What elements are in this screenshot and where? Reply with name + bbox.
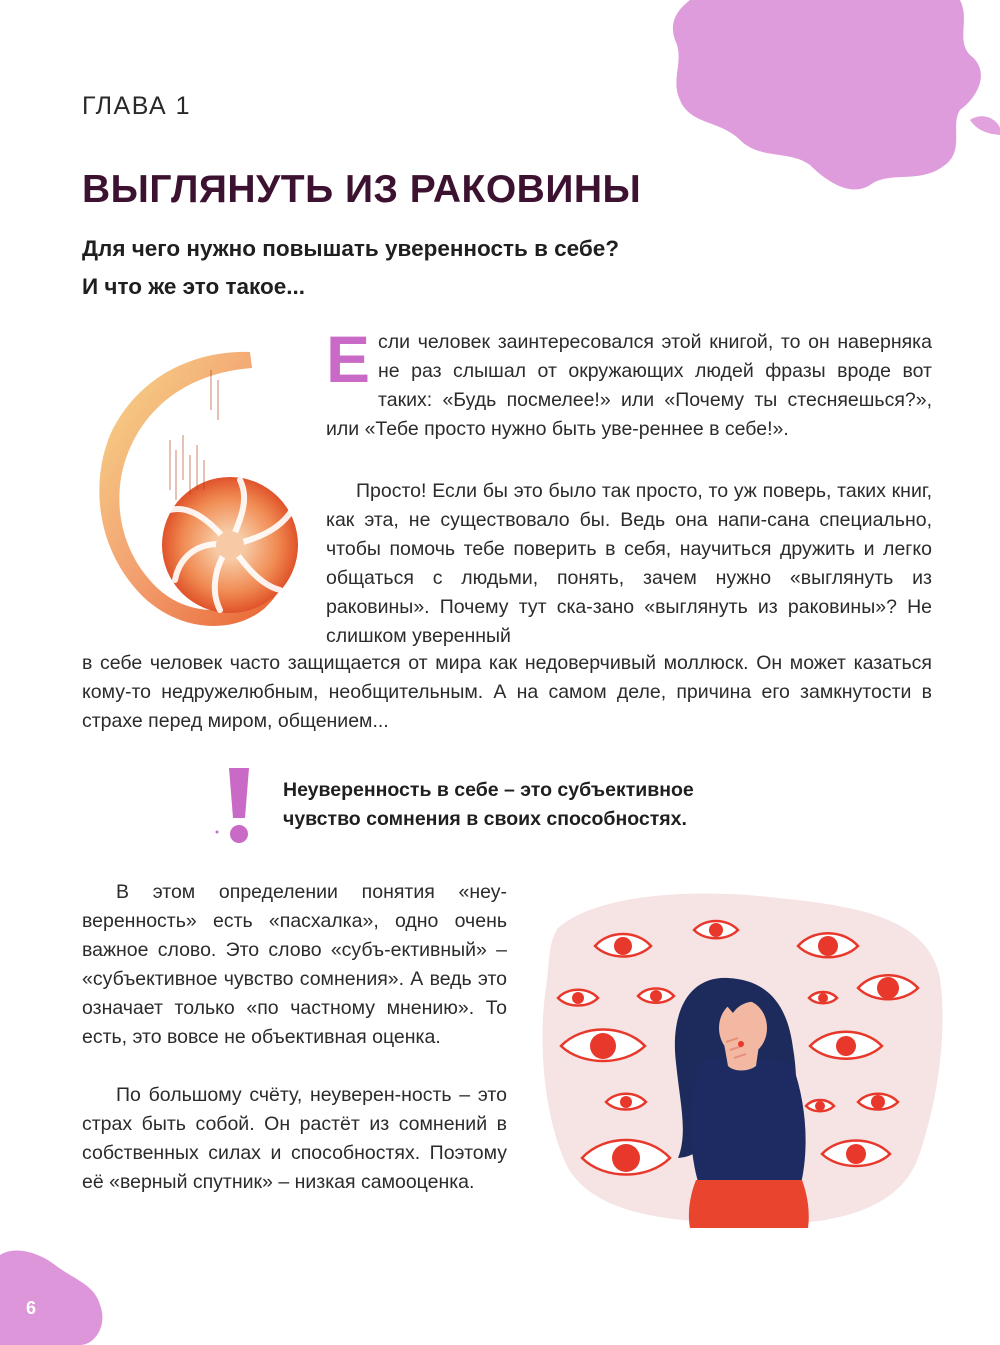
chapter-label: ГЛАВА 1: [82, 92, 192, 120]
drop-cap: Е: [326, 322, 371, 396]
eye-icon: [606, 1094, 646, 1110]
eye-icon: [809, 992, 837, 1003]
subtitle-line-2: И что же это такое...: [82, 274, 305, 299]
eye-icon: [858, 1094, 898, 1110]
paragraph-5: По большому счёту, неуверен-ность – это страх быть собой. Он растёт из сомнений в собственных силах и способностях. Поэтому её «верный спутник» – низкая самооценка.: [82, 1084, 507, 1193]
page-title: ВЫГЛЯНУТЬ ИЗ РАКОВИНЫ: [82, 168, 642, 211]
paragraph-2: Просто! Если бы это было так просто, то уж поверь, таких книг, как эта, не существовало бы. Ведь она напи-сана специально, чтобы помочь тебе поверить в себя, научиться дружить и легко общаться с людьми, понять, зачем нужно «выглянуть из раковины». Почему тут ска-зано «выглянуть из раковины»? Не слишком уверенный: [326, 480, 932, 647]
paragraph-4: В этом определении понятия «неу-веренность» есть «пасхалка», одно очень важное слово. Это слово «субъ-ективный» – «субъективное чувство сомнения». А ведь это означает только «по частному мнению». То есть, это вовсе не объективная оценка.: [82, 881, 507, 1048]
eye-icon: [638, 989, 674, 1003]
anxious-girl-eyes-illustration: [538, 888, 948, 1228]
eye-icon: [558, 990, 598, 1006]
paragraph-3: в себе человек часто защищается от мира как недоверчивый моллюск. Он может казаться кому-то недружелюбным, необщительным. А на самом деле, причина его замкнутости в страхе перед миром, общением...: [82, 652, 932, 732]
subtitle: [82, 230, 782, 306]
eye-icon: [806, 1100, 834, 1111]
definition-callout: [283, 776, 783, 834]
exclamation-icon: [215, 762, 265, 852]
eye-icon: [694, 921, 738, 938]
paragraph-intro: [326, 322, 932, 444]
callout-line-2: чувство сомнения в своих способностях.: [283, 808, 687, 830]
page-number: 6: [26, 1298, 37, 1318]
subtitle-line-1: Для чего нужно повышать уверенность в себе?: [82, 236, 620, 261]
watercolor-blot-bottom: [0, 1245, 120, 1345]
nautilus-shell-illustration: [80, 340, 310, 650]
watercolor-blot-top: [660, 0, 1000, 200]
paragraph-intro-text: сли человек заинтересовался этой книгой, то он наверняка не раз слышал от окружающих людей фразы вроде вот таких: «Будь посмелее!» или «Почему ты стесняешься?», или «Тебе просто нужно быть уве-реннее в себе!».: [326, 331, 932, 440]
callout-line-1: Неуверенность в себе – это субъективное: [283, 779, 694, 801]
